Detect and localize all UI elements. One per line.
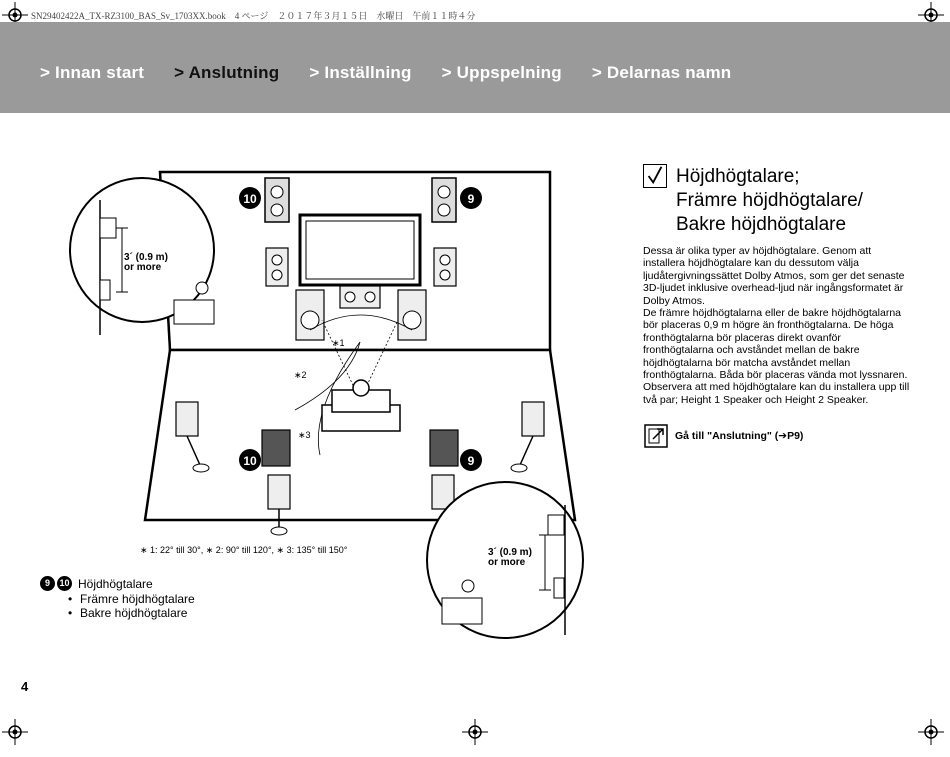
nav-item-innan-start[interactable]: > Innan start bbox=[40, 63, 145, 82]
angle-label-2: ∗2 bbox=[294, 370, 307, 380]
inset-rear-height-detail bbox=[427, 482, 583, 638]
file-header: SN29402422A_TX-RZ3100_BAS_Sv_1703XX.book 4 ページ ２０１７年３月１５日 水曜日 午前１１時４分 bbox=[31, 11, 476, 21]
crop-mark-icon bbox=[462, 719, 488, 745]
svg-text:9: 9 bbox=[467, 192, 475, 206]
section-title bbox=[676, 165, 936, 237]
inset-front-height-detail bbox=[70, 178, 214, 335]
checkbox-icon bbox=[643, 164, 667, 188]
nav-bar bbox=[0, 22, 950, 113]
nav-list bbox=[40, 63, 761, 83]
crop-mark-icon bbox=[2, 719, 28, 745]
body-paragraph: De främre höjdhögtalarna eller de bakre höjdhögtalarna bör placeras 0,9 m högre än fronthögtalarna. De höga fronthögtalarna bör placeras direkt ovanför fronthögtalarna och avståndet mellan de bakre höjdhögtalarna bör matcha avståndet mellan fronthögtalarna. Båda bör placeras vända mot lyssnaren. Observera att med höjdhögtalare kan du installera upp till två par; Height 1 Speaker och Height 2 Speaker. bbox=[643, 307, 910, 406]
front-wide-speaker-right-icon bbox=[434, 248, 456, 286]
svg-text:10: 10 bbox=[243, 192, 257, 206]
goto-link[interactable] bbox=[643, 423, 803, 449]
surround-back-speaker-left-icon bbox=[268, 475, 290, 535]
legend-badge-10: 10 bbox=[57, 576, 72, 591]
crop-mark-icon bbox=[918, 719, 944, 745]
legend bbox=[40, 575, 195, 620]
svg-text:or more: or more bbox=[124, 262, 162, 273]
svg-text:10: 10 bbox=[243, 454, 257, 468]
rear-height-speaker-right-icon bbox=[430, 430, 458, 466]
nav-item-delarnas-namn[interactable]: > Delarnas namn bbox=[591, 63, 732, 82]
inset-top-dimension: 3´ (0.9 m) bbox=[124, 252, 168, 263]
legend-title: Höjdhögtalare bbox=[78, 576, 153, 591]
tv-icon bbox=[300, 215, 420, 285]
legend-item: • Främre höjdhögtalare bbox=[80, 592, 195, 606]
body-paragraph: Dessa är olika typer av höjdhögtalare. Genom att installera höjdhögtalare kan du dessutom välja ljudåtergivningssättet Dolby Atmos, som ger det senaste 3D-ljudet inklusive overhead-ljud när ingångsformatet är Dolby Atmos. bbox=[643, 245, 905, 307]
badge-front-right bbox=[460, 187, 482, 209]
badge-rear-right bbox=[460, 449, 482, 471]
section-title-line: Främre höjdhögtalare/ bbox=[676, 190, 863, 211]
section-title-line: Höjdhögtalare; bbox=[676, 166, 800, 187]
legend-badge-9: 9 bbox=[40, 576, 55, 591]
svg-text:9: 9 bbox=[467, 454, 475, 468]
angle-label-3: ∗3 bbox=[298, 430, 311, 440]
goto-link-label[interactable]: Gå till "Anslutning" (➔P9) bbox=[675, 430, 804, 442]
legend-list bbox=[40, 592, 195, 620]
rear-height-speaker-left-icon bbox=[262, 430, 290, 466]
page-number: 4 bbox=[21, 679, 29, 694]
center-speaker-icon bbox=[340, 286, 380, 308]
page-reference-icon bbox=[643, 423, 669, 449]
inset-bottom-dimension: 3´ (0.9 m) bbox=[488, 547, 532, 558]
legend-header bbox=[40, 575, 195, 592]
front-speaker-left-icon bbox=[296, 290, 324, 340]
angle-label-1: ∗1 bbox=[332, 338, 345, 348]
front-wide-speaker-left-icon bbox=[266, 248, 288, 286]
badge-front-left bbox=[239, 187, 261, 209]
nav-item-anslutning[interactable]: > Anslutning bbox=[174, 63, 280, 82]
badge-rear-left bbox=[239, 449, 261, 471]
front-height-speaker-right-icon bbox=[432, 178, 456, 222]
legend-item: • Bakre höjdhögtalare bbox=[80, 606, 195, 620]
front-height-speaker-left-icon bbox=[265, 178, 289, 222]
nav-item-uppspelning[interactable]: > Uppspelning bbox=[441, 63, 562, 82]
section-body bbox=[643, 245, 911, 406]
angle-footnote: ∗ 1: 22° till 30°, ∗ 2: 90° till 120°, ∗ 3: 135° till 150° bbox=[140, 545, 348, 555]
front-speaker-right-icon bbox=[398, 290, 426, 340]
svg-text:or more: or more bbox=[488, 557, 526, 568]
section-title-line: Bakre höjdhögtalare bbox=[676, 214, 847, 235]
nav-item-installning[interactable]: > Inställning bbox=[309, 63, 412, 82]
